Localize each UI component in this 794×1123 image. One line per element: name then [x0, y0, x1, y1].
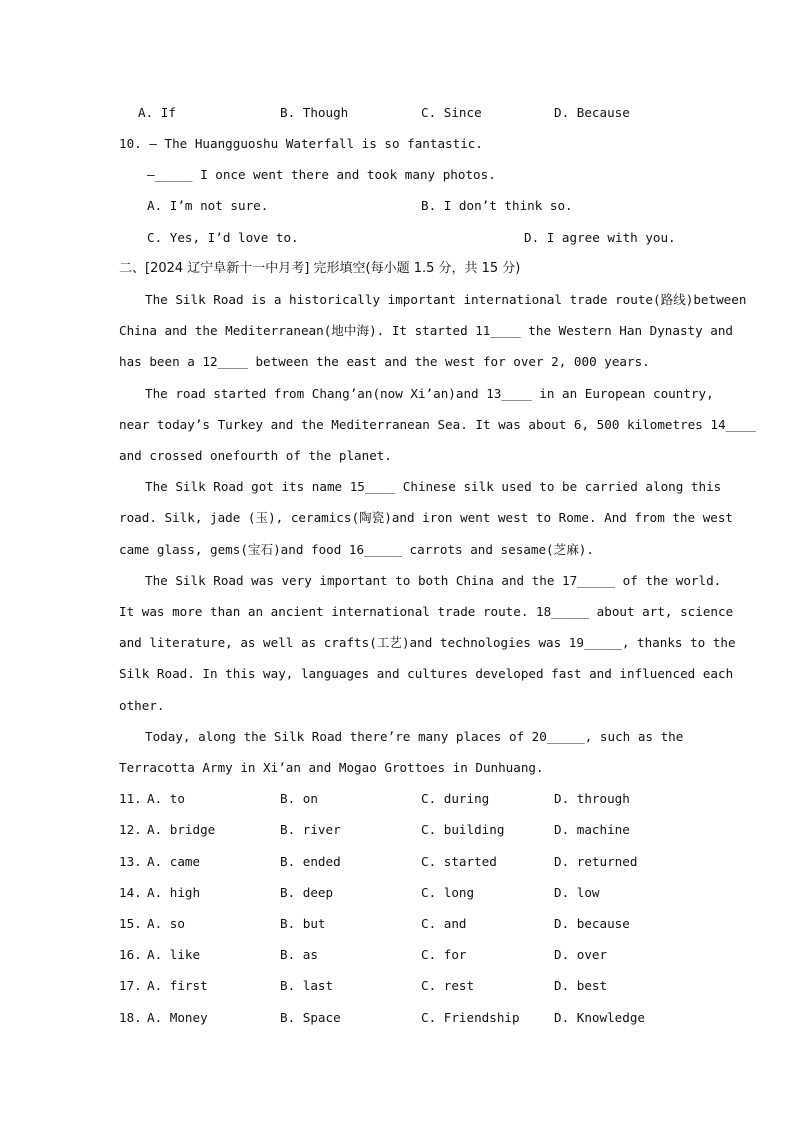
option-a: A. high — [147, 885, 201, 900]
question-number: 16. — [119, 947, 142, 962]
q10-stem: 10. — The Huangguoshu Waterfall is so fantastic. — [119, 136, 483, 151]
q10-option-a: A. I’m not sure. — [147, 198, 269, 213]
option-d: D. machine — [554, 822, 630, 837]
option-b: B. last — [280, 978, 334, 993]
passage-line: The Silk Road got its name 15____ Chinese silk used to be carried along this — [145, 479, 722, 494]
option-a: A. so — [147, 916, 185, 931]
passage-line: near today’s Turkey and the Mediterranean Sea. It was about 6, 500 kilometres 14____ — [119, 417, 756, 432]
option-a: A. bridge — [147, 822, 216, 837]
q9-option-c: C. Since — [421, 105, 482, 120]
passage-line: and literature, as well as crafts(工艺)and technologies was 19_____, thanks to the — [119, 635, 736, 650]
passage-line: The road started from Chang’an(now Xi’an)and 13____ in an European country, — [145, 386, 714, 401]
option-b: B. as — [280, 947, 318, 962]
option-d: D. returned — [554, 854, 638, 869]
passage-line: Terracotta Army in Xi’an and Mogao Grottoes in Dunhuang. — [119, 760, 544, 775]
option-a: A. like — [147, 947, 201, 962]
option-c: C. started — [421, 854, 497, 869]
passage-line: and crossed onefourth of the planet. — [119, 448, 392, 463]
passage-line: came glass, gems(宝石)and food 16_____ carrots and sesame(芝麻). — [119, 542, 594, 557]
option-b: B. deep — [280, 885, 334, 900]
passage-line: Today, along the Silk Road there’re many places of 20_____, such as the — [145, 729, 684, 744]
question-number: 15. — [119, 916, 142, 931]
option-a: A. Money — [147, 1010, 208, 1025]
passage-line: China and the Mediterranean(地中海). It started 11____ the Western Han Dynasty and — [119, 323, 734, 338]
option-c: C. during — [421, 791, 490, 806]
option-d: D. because — [554, 916, 630, 931]
q10-option-d: D. I agree with you. — [524, 230, 676, 245]
option-a: A. came — [147, 854, 201, 869]
option-d: D. low — [554, 885, 600, 900]
option-c: C. for — [421, 947, 467, 962]
q10-option-b: B. I don’t think so. — [421, 198, 573, 213]
question-number: 14. — [119, 885, 142, 900]
q9-option-d: D. Because — [554, 105, 630, 120]
question-number: 13. — [119, 854, 142, 869]
question-number: 17. — [119, 978, 142, 993]
option-c: C. Friendship — [421, 1010, 520, 1025]
question-number: 18. — [119, 1010, 142, 1025]
option-d: D. over — [554, 947, 608, 962]
option-b: B. on — [280, 791, 318, 806]
option-b: B. but — [280, 916, 326, 931]
q10-option-c: C. Yes, I’d love to. — [147, 230, 299, 245]
q10-reply: —_____ I once went there and took many photos. — [147, 167, 496, 182]
passage-line: other. — [119, 698, 165, 713]
option-b: B. ended — [280, 854, 341, 869]
option-d: D. Knowledge — [554, 1010, 645, 1025]
option-a: A. to — [147, 791, 185, 806]
option-c: C. long — [421, 885, 475, 900]
passage-line: It was more than an ancient international trade route. 18_____ about art, science — [119, 604, 734, 619]
option-c: C. building — [421, 822, 505, 837]
option-b: B. river — [280, 822, 341, 837]
passage-line: The Silk Road was very important to both China and the 17_____ of the world. — [145, 573, 722, 588]
passage-line: road. Silk, jade (玉), ceramics(陶瓷)and iron went west to Rome. And from the west — [119, 510, 734, 525]
section-heading: 二、[2024 辽宁阜新十一中月考] 完形填空(每小题 1.5 分，共 15 分) — [119, 261, 521, 276]
option-c: C. rest — [421, 978, 475, 993]
passage-line: The Silk Road is a historically important international trade route(路线)between — [145, 292, 747, 307]
q9-option-b: B. Though — [280, 105, 349, 120]
passage-line: Silk Road. In this way, languages and cultures developed fast and influenced each — [119, 666, 734, 681]
q9-option-a: A. If — [138, 105, 176, 120]
option-a: A. first — [147, 978, 208, 993]
question-number: 12. — [119, 822, 142, 837]
passage-line: has been a 12____ between the east and the west for over 2, 000 years. — [119, 354, 650, 369]
option-b: B. Space — [280, 1010, 341, 1025]
option-d: D. best — [554, 978, 608, 993]
option-c: C. and — [421, 916, 467, 931]
question-number: 11. — [119, 791, 142, 806]
option-d: D. through — [554, 791, 630, 806]
